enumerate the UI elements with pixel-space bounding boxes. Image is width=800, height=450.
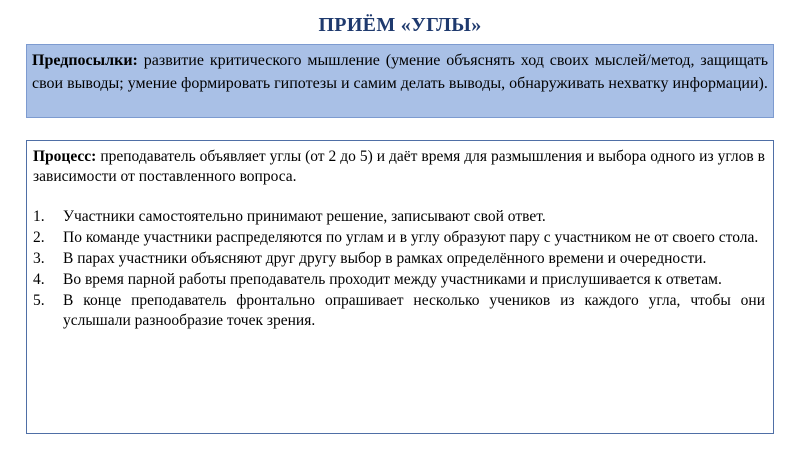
step-number: 1. — [33, 208, 45, 225]
page-title: ПРИЁМ «УГЛЫ» — [318, 14, 482, 36]
prerequisites-text: развитие критического мышление (умение объяснять ход своих мыслей/метод, защищать свои выводы; умение формировать гипотезы и самим делать выводы, обнаруживать нехватку информации). — [32, 52, 768, 92]
step-number: 3. — [33, 250, 45, 267]
step-number: 4. — [33, 271, 45, 288]
process-intro — [33, 147, 765, 187]
step-number: 2. — [33, 229, 45, 246]
step-item — [33, 207, 765, 227]
step-item — [33, 270, 765, 290]
step-number: 5. — [33, 292, 45, 309]
process-box — [26, 140, 774, 434]
step-item — [33, 249, 765, 269]
step-text: В парах участники объясняют друг другу выбор в рамках определённого времени и очередности. — [63, 250, 707, 267]
prerequisites-box — [26, 44, 774, 118]
prerequisites-label: Предпосылки: — [32, 52, 138, 69]
process-text: преподаватель объявляет углы (от 2 до 5) и даёт время для размышления и выбора одного из углов в зависимости от поставленного вопроса. — [33, 148, 765, 185]
step-text: Участники самостоятельно принимают решение, записывают свой ответ. — [63, 208, 546, 225]
step-item — [33, 228, 765, 248]
step-text: В конце преподаватель фронтально опрашивает несколько учеников из каждого угла, чтобы они услышали разнообразие точек зрения. — [63, 292, 765, 329]
step-item — [33, 291, 765, 331]
process-steps-list — [33, 207, 765, 331]
process-label: Процесс: — [33, 148, 97, 165]
step-text: По команде участники распределяются по углам и в углу образуют пару с участником не от своего стола. — [63, 229, 759, 246]
step-text: Во время парной работы преподаватель проходит между участниками и прислушивается к ответам. — [63, 271, 722, 288]
